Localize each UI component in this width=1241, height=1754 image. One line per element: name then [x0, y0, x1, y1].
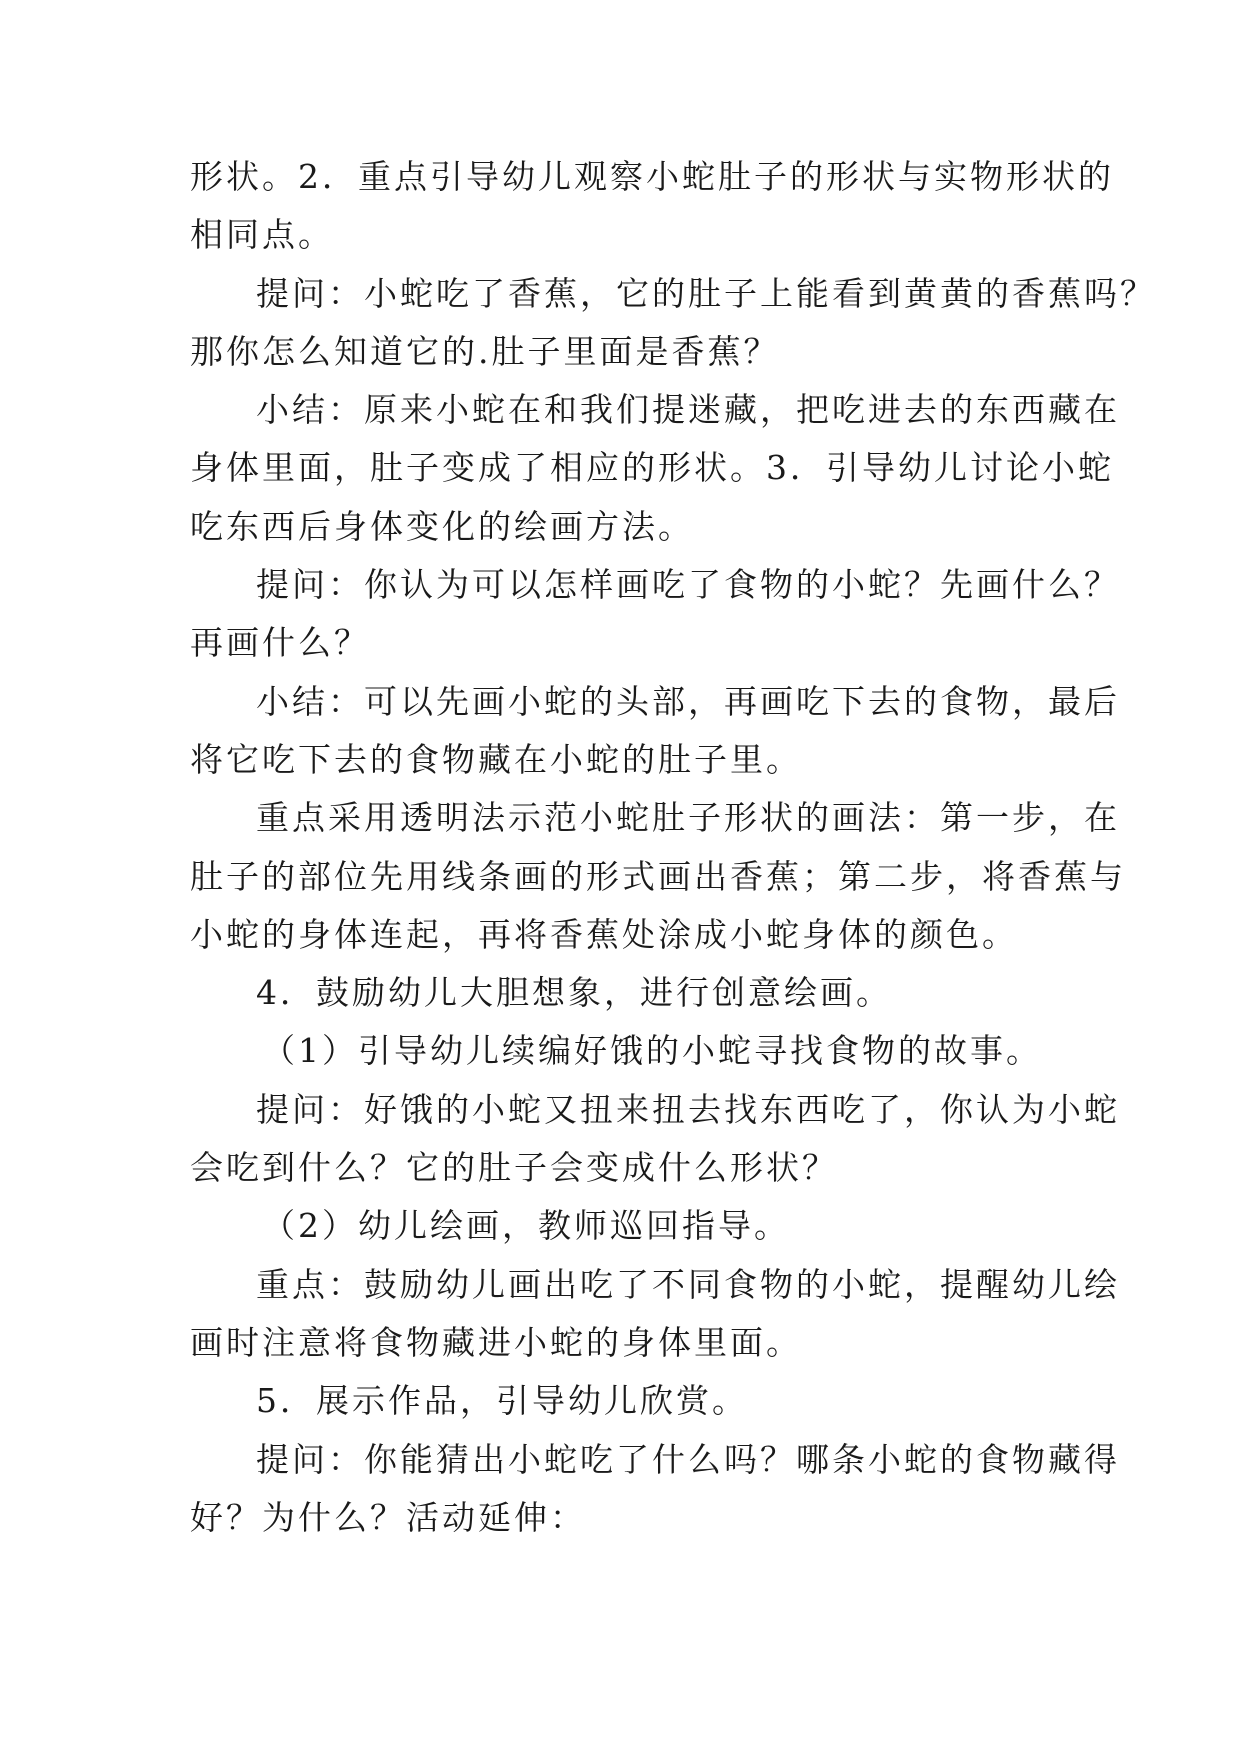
text-line: 将它吃下去的食物藏在小蛇的肚子里。: [190, 739, 802, 779]
paragraph: [190, 265, 1156, 382]
document-body: [190, 148, 1156, 1547]
text-line: 小结：可以先画小蛇的头部，再画吃下去的食物，最后: [256, 681, 1120, 721]
paragraph: [190, 556, 1120, 673]
paragraph: [190, 673, 1120, 790]
text-line: 那你怎么知道它的.肚子里面是香蕉？: [190, 331, 780, 371]
paragraph: [190, 964, 1070, 1022]
text-line: 小蛇的身体连起，再将香蕉处涂成小蛇身体的颜色。: [190, 914, 1018, 954]
text-line: （2）幼儿绘画，教师巡回指导。: [262, 1206, 790, 1246]
text-line: 身体里面，肚子变成了相应的形状。3．引导幼儿讨论小蛇: [190, 448, 1114, 488]
text-line: 肚子的部位先用线条画的形式画出香蕉；第二步，将香蕉与: [190, 856, 1126, 896]
text-line: 提问：你认为可以怎样画吃了食物的小蛇？先画什么？: [256, 565, 1120, 605]
text-line: 吃东西后身体变化的绘画方法。: [190, 506, 694, 546]
paragraph: [190, 1431, 1120, 1548]
paragraph: [190, 1256, 1120, 1373]
paragraph: [190, 1081, 1120, 1198]
text-line: 提问：好饿的小蛇又扭来扭去找东西吃了，你认为小蛇: [256, 1089, 1120, 1129]
paragraph: [190, 148, 1114, 265]
text-line: 相同点。: [190, 215, 334, 255]
text-line: 会吃到什么？它的肚子会变成什么形状？: [190, 1148, 838, 1188]
text-line: 提问：小蛇吃了香蕉，它的肚子上能看到黄黄的香蕉吗？: [256, 273, 1156, 313]
text-line: 5．展示作品，引导幼儿欣赏。: [256, 1381, 748, 1421]
text-line: 再画什么？: [190, 623, 370, 663]
paragraph: [190, 1372, 1070, 1430]
text-line: 提问：你能猜出小蛇吃了什么吗？哪条小蛇的食物藏得: [256, 1439, 1120, 1479]
text-line: 画时注意将食物藏进小蛇的身体里面。: [190, 1322, 802, 1362]
paragraph: [190, 1197, 1070, 1255]
text-line: （1）引导幼儿续编好饿的小蛇寻找食物的故事。: [262, 1031, 1042, 1071]
text-line: 小结：原来小蛇在和我们提迷藏，把吃进去的东西藏在: [256, 390, 1120, 430]
text-line: 重点：鼓励幼儿画出吃了不同食物的小蛇，提醒幼儿绘: [256, 1264, 1120, 1304]
paragraph: [190, 381, 1120, 556]
text-line: 形状。2．重点引导幼儿观察小蛇肚子的形状与实物形状的: [190, 157, 1114, 196]
paragraph: [190, 789, 1126, 964]
text-line: 重点采用透明法示范小蛇肚子形状的画法：第一步，在: [256, 798, 1120, 838]
paragraph: [190, 1022, 1070, 1080]
text-line: 好？为什么？活动延伸：: [190, 1497, 586, 1537]
text-line: 4．鼓励幼儿大胆想象，进行创意绘画。: [256, 973, 892, 1013]
